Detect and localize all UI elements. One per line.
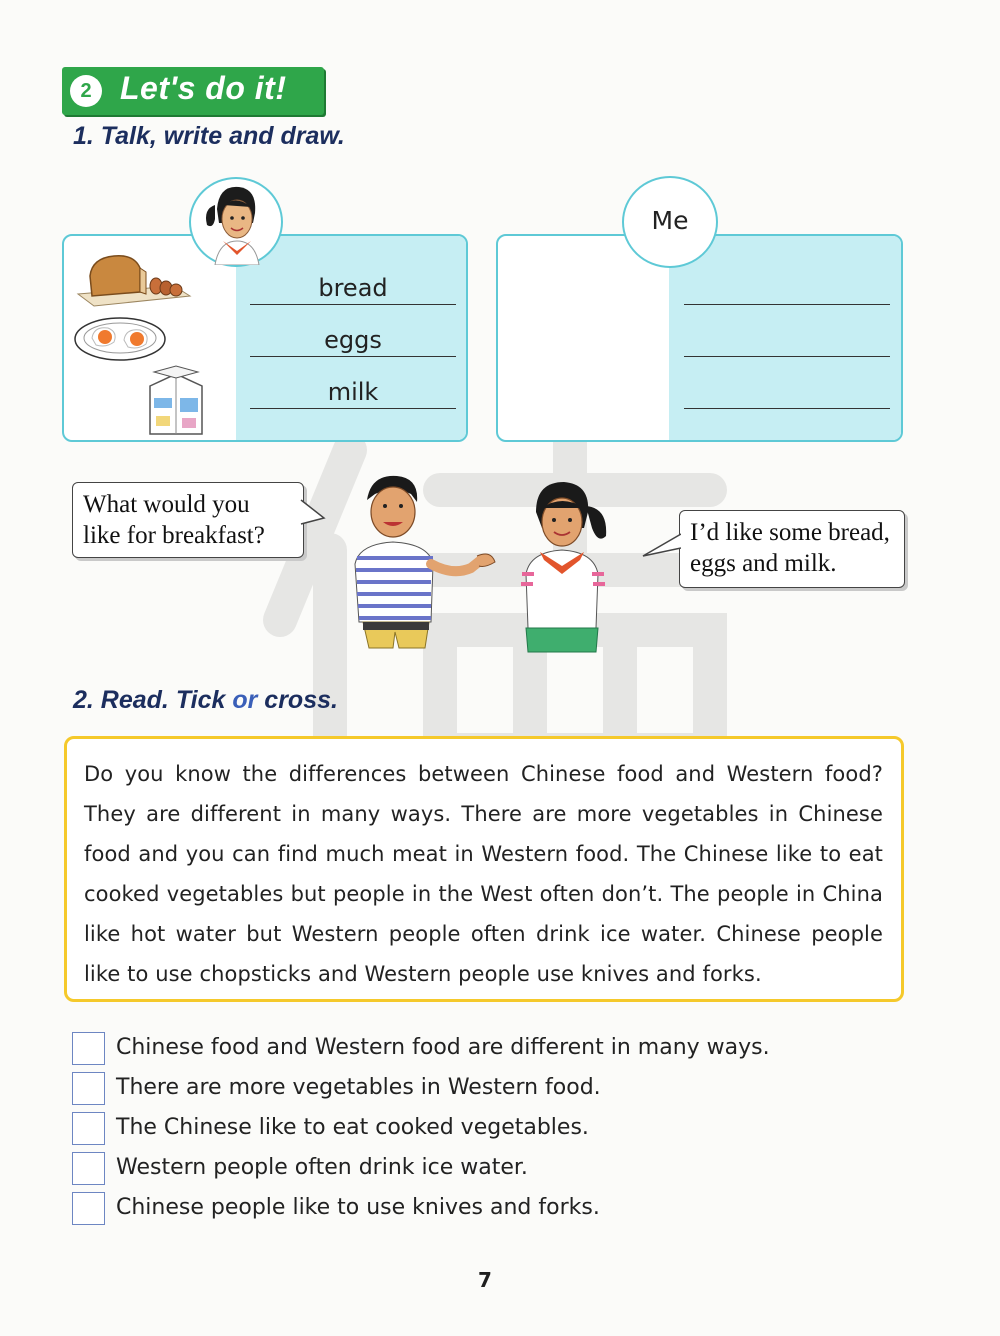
me-answer-line-3[interactable] [684,408,890,409]
section-title: Let's do it! [120,70,287,106]
boy-illustration [345,472,500,654]
reading-passage-box [64,736,904,1002]
statement-1: Chinese food and Western food are different in many ways. [116,1035,770,1060]
tick-box-1[interactable] [72,1032,105,1065]
statement-row-4 [72,1152,892,1188]
tick-box-5[interactable] [72,1192,105,1225]
exercise1-heading: 1. Talk, write and draw. [73,122,345,150]
section-banner [62,67,324,115]
statement-row-2 [72,1072,892,1108]
boy-line-2: like for breakfast? [83,522,265,549]
girl-face-illustration [191,179,281,265]
answer-word-bread: bread [318,274,388,302]
me-answer-line-2[interactable] [684,356,890,357]
answer-word-milk: milk [327,378,379,406]
statement-row-1 [72,1032,892,1068]
girl-bubble-tail [641,530,681,560]
girl-line-2: eggs and milk. [690,550,837,577]
me-food-card [496,234,903,442]
boy-bubble-tail [300,498,326,528]
statement-5: Chinese people like to use knives and forks. [116,1195,600,1220]
reading-passage: Do you know the differences between Chinese food and Western food? They are different in many ways. There are more vegetables in Chinese food and you can find much meat in Western food. The Chinese like to eat cooked vegetables but people in the West often don’t. The people in China like hot water but Western people often drink ice water. Chinese people like to use chopsticks and Western people use knives and forks. [84,762,883,986]
statement-4: Western people often drink ice water. [116,1155,528,1180]
me-drawing-area[interactable] [498,236,670,440]
me-answer-line-1[interactable] [684,304,890,305]
girl-speech-bubble [679,510,905,588]
milk-carton-illustration [144,364,208,438]
statement-3: The Chinese like to eat cooked vegetables. [116,1115,589,1140]
me-avatar [622,176,718,268]
statement-2: There are more vegetables in Western food. [116,1075,601,1100]
section-number: 2 [70,75,102,107]
tick-box-2[interactable] [72,1072,105,1105]
page-number: 7 [478,1268,492,1292]
boy-speech-bubble [72,482,304,558]
girl-illustration [512,478,622,654]
bread-illustration [74,246,194,308]
exercise2-heading: 2. Read. Tick or cross. [73,686,338,714]
statement-row-5 [72,1192,892,1228]
girl-line-1: I’d like some bread, [690,519,890,546]
tick-box-3[interactable] [72,1112,105,1145]
boy-line-1: What would you [83,491,250,518]
me-label: Me [651,206,689,235]
answer-word-eggs: eggs [324,326,382,354]
girl-avatar [189,177,283,267]
girl-food-card [62,234,468,442]
tick-box-4[interactable] [72,1152,105,1185]
statement-row-3 [72,1112,892,1148]
eggs-illustration [72,314,168,364]
